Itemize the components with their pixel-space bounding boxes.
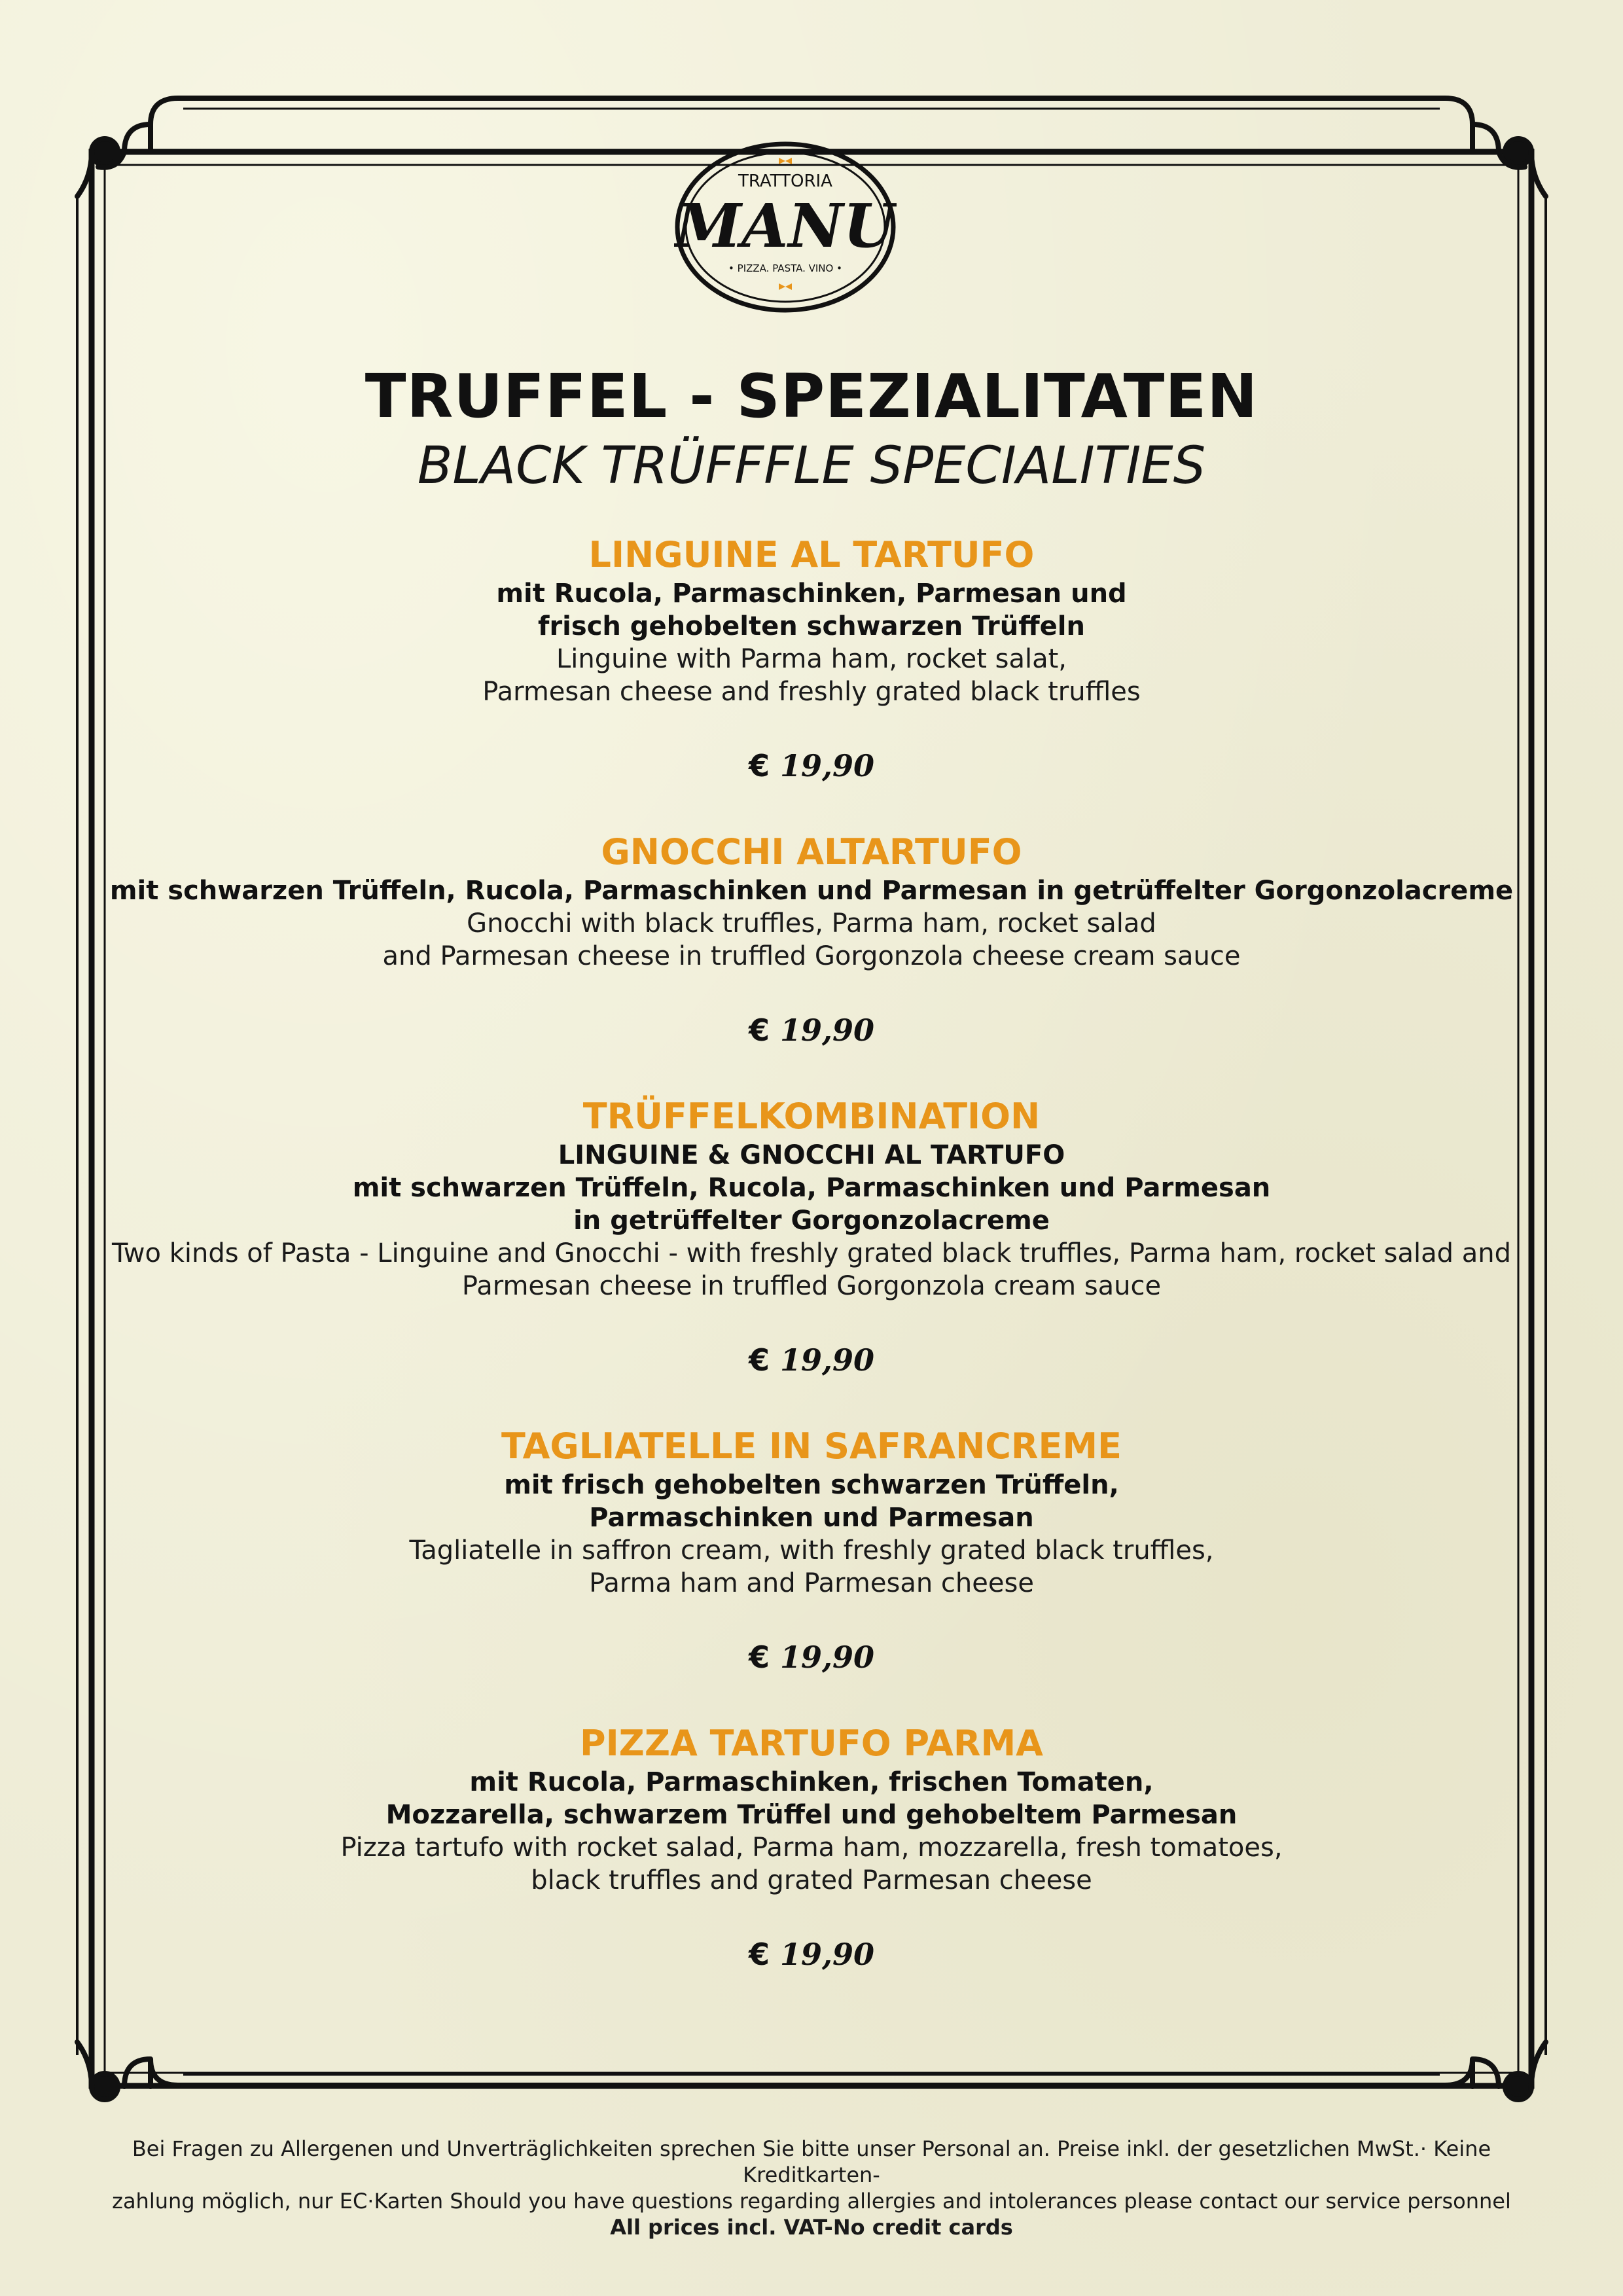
footer-line-1: Bei Fragen zu Allergenen und Unverträglichkeiten sprechen Sie bitte unser Personal an. Preise inkl. der gesetzlichen MwSt.· Keine Kreditkarten- xyxy=(132,2136,1491,2187)
price-value: 19,90 xyxy=(779,1013,875,1048)
dish-description-german: LINGUINE & GNOCCHI AL TARTUFO xyxy=(558,1140,1065,1170)
currency-symbol: € xyxy=(748,1937,770,1972)
allergy-footer xyxy=(65,2136,1558,2240)
dish-description-german: Parmaschinken und Parmesan xyxy=(589,1503,1034,1533)
dish-description-german: mit frisch gehobelten schwarzen Trüffeln, xyxy=(504,1470,1119,1500)
dish-description-english: Linguine with Parma ham, rocket salat, xyxy=(556,644,1067,674)
bow-icon xyxy=(779,158,792,164)
dish-price xyxy=(98,1340,1525,1380)
dish-description-german: Mozzarella, schwarzem Trüffel und gehobeltem Parmesan xyxy=(385,1800,1238,1830)
restaurant-logo xyxy=(674,141,897,314)
price-value: 19,90 xyxy=(779,748,875,783)
dish-description-german: mit Rucola, Parmaschinken, frischen Tomaten, xyxy=(469,1767,1154,1797)
dish-description-english: Tagliatelle in saffron cream, with freshly grated black truffles, xyxy=(409,1535,1214,1566)
currency-symbol: € xyxy=(748,1640,770,1675)
dish-price xyxy=(98,1638,1525,1677)
dish-description-german: mit Rucola, Parmaschinken, Parmesan und xyxy=(496,579,1127,609)
dish-description-english: Gnocchi with black truffles, Parma ham, rocket salad xyxy=(467,908,1156,939)
dish-description-english: Two kinds of Pasta - Linguine and Gnocchi - with freshly grated black truffles, Parma ham, rocket salad and xyxy=(111,1238,1511,1268)
logo-tagline: • PIZZA. PASTA. VINO • xyxy=(728,262,842,274)
dish-description-english: Pizza tartufo with rocket salad, Parma ham, mozzarella, fresh tomatoes, xyxy=(340,1833,1283,1863)
dish-description-english: Parmesan cheese in truffled Gorgonzola cream sauce xyxy=(461,1271,1162,1301)
dish-description-english: black truffles and grated Parmesan cheese xyxy=(531,1865,1092,1895)
dish-description-english: Parmesan cheese and freshly grated black truffles xyxy=(482,677,1141,707)
dish-name: LINGUINE AL TARTUFO xyxy=(588,534,1035,575)
menu-content xyxy=(98,360,1525,1974)
page-subtitle: BLACK TRÜFFFLE SPECIALITIES xyxy=(417,437,1206,495)
bow-icon xyxy=(779,283,792,290)
logo-top-text: TRATTORIA xyxy=(738,171,832,191)
footer-line-2: zahlung möglich, nur EC·Karten Should you have questions regarding allergies and intolerances please contact our service personnel xyxy=(112,2189,1511,2214)
menu-item xyxy=(98,1424,1525,1677)
menu-item xyxy=(98,830,1525,1050)
dish-name: TAGLIATELLE IN SAFRANCREME xyxy=(501,1426,1122,1467)
currency-symbol: € xyxy=(748,1013,770,1048)
dish-list xyxy=(98,533,1525,1974)
currency-symbol: € xyxy=(748,1342,770,1378)
menu-item xyxy=(98,1094,1525,1380)
dish-description-english: Parma ham and Parmesan cheese xyxy=(589,1568,1034,1598)
price-value: 19,90 xyxy=(779,1937,875,1972)
dish-name: PIZZA TARTUFO PARMA xyxy=(580,1723,1043,1764)
dish-name: GNOCCHI ALTARTUFO xyxy=(601,831,1022,872)
dish-price xyxy=(98,1011,1525,1050)
dish-description-german: in getrüffelter Gorgonzolacreme xyxy=(573,1206,1050,1236)
currency-symbol: € xyxy=(748,748,770,783)
dish-description-german: mit schwarzen Trüffeln, Rucola, Parmaschinken und Parmesan xyxy=(352,1173,1271,1203)
dish-description-german: frisch gehobelten schwarzen Trüffeln xyxy=(538,611,1085,641)
footer-line-3: All prices incl. VAT-No credit cards xyxy=(610,2215,1013,2240)
page-title: TRUFFEL - SPEZIALITATEN xyxy=(365,361,1258,431)
price-value: 19,90 xyxy=(779,1342,875,1378)
menu-item xyxy=(98,533,1525,785)
price-value: 19,90 xyxy=(779,1640,875,1675)
dish-price xyxy=(98,746,1525,785)
dish-description-english: and Parmesan cheese in truffled Gorgonzola cheese cream sauce xyxy=(382,941,1241,971)
dish-description-german: mit schwarzen Trüffeln, Rucola, Parmaschinken und Parmesan in getrüffelter Gorgonzolacreme xyxy=(109,876,1514,906)
menu-item xyxy=(98,1721,1525,1974)
dish-name: TRÜFFELKOMBINATION xyxy=(582,1096,1041,1137)
dish-price xyxy=(98,1935,1525,1974)
logo-brand: MANU xyxy=(675,190,896,261)
